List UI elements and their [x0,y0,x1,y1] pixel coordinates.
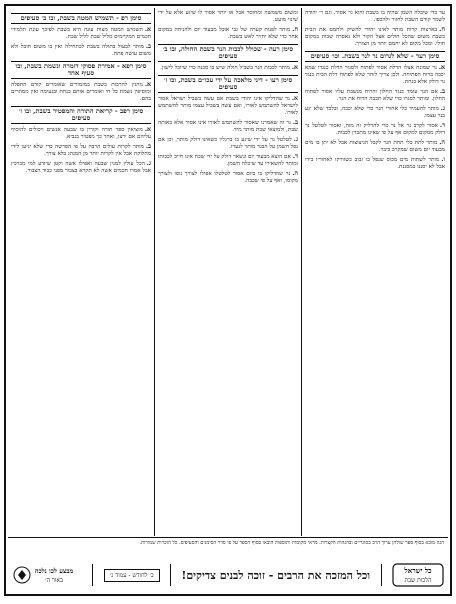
paragraph-text: אם הוצא מבעוד יום ונשאר דולק על ידי שכח אינו חייב לכבותו ומותר להשאירו עד שיכלה השמן. [158,154,298,167]
paragraph [11,81,151,103]
paragraph [158,10,298,24]
paragraph-number: ה. [292,170,298,177]
paragraph-number: ד. [439,122,445,129]
paragraph-text: מותר לשתות מים מכוס שנפל בו זבוב כשזורקו לאחוריו בידו אבל לא יסננו במסננת. [305,157,445,170]
paragraph [158,119,298,134]
left-logo-bottom: באור ה׳ [45,577,63,584]
paragraph [158,95,298,117]
paragraph-number: א. [144,81,151,88]
paragraph-text: נר זה שאמרנו שאסור להשתמש לאורו אינו אסור אלא באותה שבת, ולמוצאי שבת מותר מיד. [158,120,298,133]
paragraph [305,26,445,48]
paragraph-text: ומשום משמשה ומחוסר אכל או יותר אסור לו שיגע אלא על ידי שינוי מועט. [158,10,298,23]
paragraph-number: א. [438,64,445,71]
campaign-logo-icon [12,562,82,588]
section-heading: סימן רפ - תשמיש המטה בשבת, ובו ב׳ סעיפים [11,13,151,24]
paragraph-text: תשמיש המטה מצות עונה היא בשבת לפיכך עונת תלמידי חכמים המקיימים מליל שבת לליל שבת. [11,27,151,40]
paragraph-text: מוציאין ספר תורה וקורין בו שבעה אנשים ויכולים להוסיף עליהם אם ירצו, ואחר כך מפטיר בנביא. [11,127,151,140]
paragraph-text: נר שמונח אצלו הדלת אסור לפתוח ולסגור הדלת כנגדו שמא יכבה ברוח הפתיחה. ולכן צריך לזהר שלא לפתוח דלת הבית כנגד נר דולק אלא בנחת. [305,65,445,85]
paragraph-text: נוהגין להרבות בשבת במזמורים שאומרים קודם התפלה ומוסיפין נשמת כל חי ואומרים אותם בנחת ובנעימה ואין ממהרים בהם. [11,82,151,102]
page-number: ב׳ לחודש - עמוד ג׳ [104,569,160,582]
paragraph [305,139,445,154]
paragraph-text: מותר לבעול בתולה בשבת לכתחילה ואין בו משום חובל ולא משום עושה פתח. [11,44,151,57]
paragraph-text: מותר לקרות עולים הרבה על פי הפרשה כדי שלא יגיעו לידי מחלוקת אבל אין לקרות יותר מן המנהג בלא צורך. [11,144,151,157]
section-heading: סימן רעה - שכולל לכבות הנר בשבת החולה, ובו ב׳ סעיפים [158,44,298,62]
page-footer [8,537,448,592]
paragraph-text: מותר לכבות הנר בשביל חולה שיש בו סכנה כדי שיוכל לישון. [160,65,290,71]
paragraph [11,126,151,141]
paragraph [11,160,151,175]
footer-divider [170,564,171,586]
paragraph-text: הכל עולין למנין שבעה ואפילו אשה וקטן שיודע למי מברכין אבל אמרו חכמים אשה לא תקרא בצבור מפני כבוד הצבור. [11,161,151,174]
section-heading: סימן רפב - קריאת התורה והמפטיר בשבת, ובו ז׳ סעיפים [11,106,151,124]
paragraph [158,136,298,151]
paragraph-number: ד. [292,153,298,160]
paragraph-number: ו. [441,156,445,163]
paragraph-text: נר שהדליקו בו ביום אסור לטלטלו אפילו לצורך גופו ולצורך מקומו, ואף על פי שכבה. [158,171,298,184]
paragraph-number: א. [144,26,151,33]
section-heading: סימן רפא - אמירת פסוקי דזמרה ונשמת בשבת, ובו סעיף אחד [11,61,151,79]
right-logo-top: כל ישראל [404,566,432,575]
paragraph-text: לטלטל נר על ידי שיגע בו ברגליו כשאינו דולק מותר, וכן אם נפל השמן על הבגד מותר לנערו. [158,137,298,150]
paragraph-number: א. [144,126,151,133]
paragraph-number: ג. [146,160,151,167]
paragraph [305,122,445,137]
paragraph-number: ב. [145,43,151,50]
paragraph-number: ג. [440,105,445,112]
paragraph-number: ה. [439,139,445,146]
footer-slogan: וכל המזכה את הרבים - זוכה לבנים צדיקים! [181,568,371,582]
paragraph-text: מותר להעמיד כלי אחורי הנר כדי שלא יכבה, ובלבד שלא יגע בנר עצמו. [305,106,445,119]
paragraph-text: עד כדי שיכלה השמן שהיה בו בשבת והוא גר אסור. וגם ר׳ יהודה לשמר קודם השבת לחזור ולהכפו. [305,10,445,23]
paragraph-text: מותר לתת כלי תחת הנר לקבל הניצוצות אבל לא יתן בו מים מבעוד יום משום שמקרב כיבוי. [305,140,445,153]
column-middle [154,8,301,536]
section-heading: סימן רעד - שלא לגרום נר לנר בשבת. וכו׳ סעיפים [305,51,445,62]
paragraph [305,156,445,171]
paragraph [158,26,298,41]
paragraph [158,64,298,72]
paragraph-number: א. [291,64,298,71]
footer-divider [92,564,93,586]
paragraph-number: ב. [439,88,445,95]
column-right [301,8,448,536]
right-logo-bottom: הלכות שבת [404,577,432,584]
section-heading: סימן רעו - דיני מלאכה על ידי עכו״ם בשבת, ובו ז׳ סעיפים [158,75,298,93]
paragraph-number: ח. [292,26,298,33]
paragraph [158,170,298,185]
text-columns [8,8,448,536]
column-left [8,8,154,536]
paragraph [11,26,151,41]
paragraph-number: ב. [292,119,298,126]
paragraph-number: ב. [145,143,151,150]
paragraph-text: מותר לפנות קערה של גבי אוכל מבעוד יום ולהניחה במקום אחר כדי שלא יחזיר לאש בשבת. [158,27,298,40]
right-logo [392,562,444,588]
book-logo-icon [392,562,444,588]
paragraph-number: א. [291,95,298,102]
document-page [4,4,452,596]
paragraph [305,105,445,120]
paragraph-text: אסור לקרב נר אל נר כדי להדליק זה מזה, ואסור לטלטל נר דולק ממקום למקום אף על פי שאינו מתכוין לכבות. [305,123,445,136]
paragraph-number: ג. [293,136,298,143]
paragraph [305,88,445,103]
paragraph-text: נר שהדליקו אינו יהודי בשבת אם עשה בשביל ישראל אסור לישראל להשתמש לאורו, ואם עשה בשביל עצמו מותר להשתמש לאורו. [158,96,298,116]
left-logo [12,562,82,588]
left-logo-top: מבצע לכו נלכה [34,567,74,575]
footer-bar [12,561,444,589]
paragraph [11,143,151,158]
paragraph-number: ח. [439,26,445,33]
footnote-text: הגה מובא בסוף ספר שולחן ערוך הרב בסוגריים ובהגהות הקצרות. מראי מקומות ותוספות הובאו בסוף הספר על פי סדר הסימנים והסעיפים. כל הזכויות שמורות. [139,540,444,546]
paragraph [305,10,445,24]
paragraph [158,153,298,168]
paragraph [11,43,151,58]
paragraph [305,64,445,86]
paragraph-text: בארצות קרות מותר לאינו יהודי להשיק ולחמם את הבית בשבת משום שהכל חולים אצל הקור ולא נאסרה שבות במקום חולי. ומכל מקום לא יחמם יותר מן הצורך. [305,27,445,47]
footer-divider [381,564,382,586]
paragraph-text: אם הנר עומד כנגד החלון והרוח מנשבת עליו אסור לפתוח החלון. ומותר לסגרו כדי שלא תכבה הרוח את הנר. [305,89,445,102]
